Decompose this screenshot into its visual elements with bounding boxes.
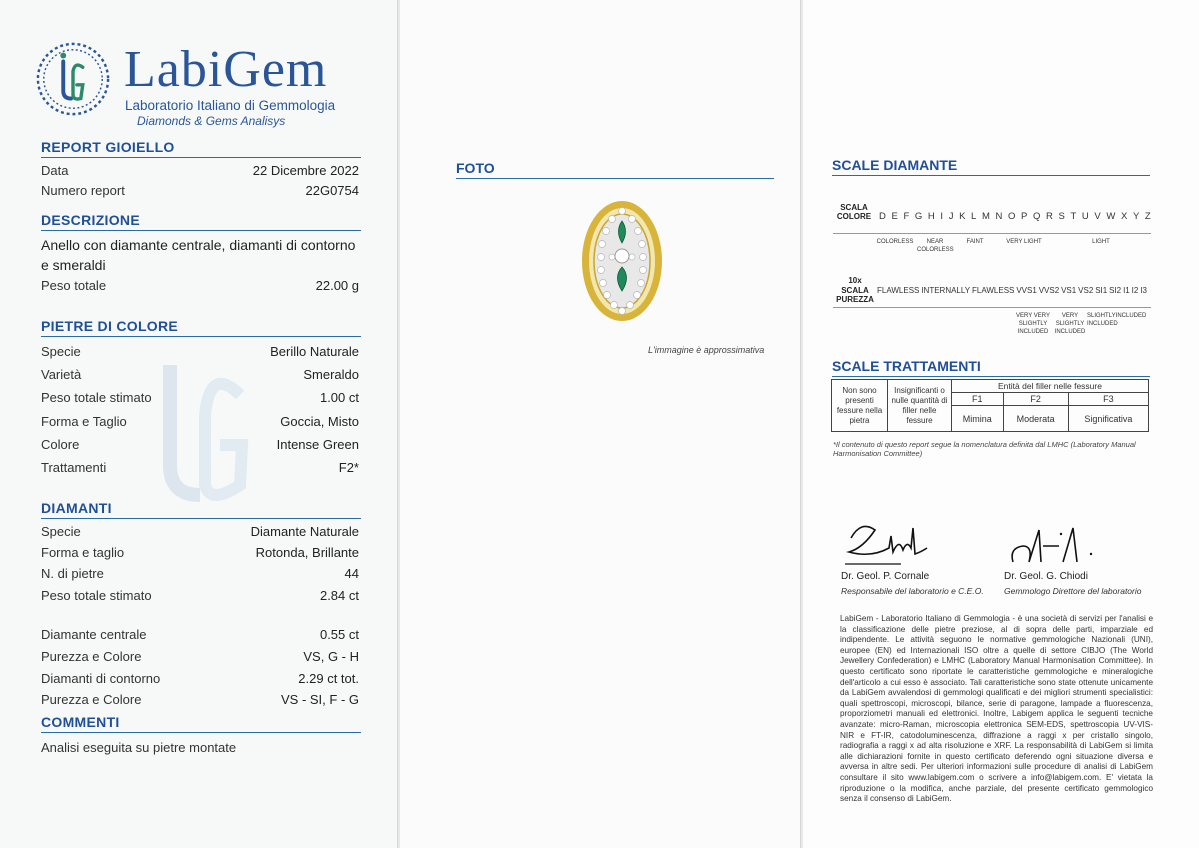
diamond-row: Purezza e Colore VS, G - H xyxy=(41,649,359,664)
diamond-row: N. di pietre 44 xyxy=(41,566,359,581)
treatment-table xyxy=(831,379,1149,432)
treatment-group-header: Entità del filler nelle fessure xyxy=(952,380,1149,393)
report-panel xyxy=(0,0,398,848)
ring-photo xyxy=(577,199,667,324)
colored-stone-row: Specie Berillo Naturale xyxy=(41,344,359,359)
legal-text: LabiGem - Laboratorio Italiano di Gemmologia - è una società di servizi per l'analisi e la classificazione delle pietre preziose, al di sopra delle parti, imparziale ed indipendente. Le attività seguono le normative gemmologiche Nazionali (UNI), europee (EN) ed Internazionali ISO oltre a quelle di settore CIBJO (The World Jewellery Confederation) e LMHC (Laboratory Manual Harmonisation Committee). In questo certificato sono riportate le caratteristiche gemmologiche e mineralogiche dell'articolo a cui esso è associato. Tali caratteristiche sono state ottenute unicamente da LabiGem avvalendosi di gemmologi qualificati e dei migliori strumenti specialistici: quali spettroscopi, microscopi, bilance, serie di paragone, lampade a fluorescenza, proporziometri manuali ed elettronici. Inoltre, Labigem applica le seguenti tecniche avanzate: micro-Raman, microscopia elettronica SEM-EDS, spettroscopia UV-VIS-NIR e FT-IR, catodoluminescenza, diffrazione a raggi x per cristallo singolo, radiografia a raggi x ad alta risoluzione e XRF. La responsabilità di LabiGem si limita alle dichiarazioni fornite in questo certificato deferendo ogni situazione diversa e avversa in altre sedi. Per ulteriori informazioni sulle procedure di analisi di LabiGem consultare il sito www.labigem.com o scrivere a info@labigem.com. E' vietata la riproduzione o la modifica, anche parziale, del presente certificato gemmologico senza il consenso di LabiGem. xyxy=(840,614,1153,804)
diamond-row: Diamanti di contorno 2.29 ct tot. xyxy=(41,671,359,686)
diamond-scales-heading: SCALE DIAMANTE xyxy=(832,157,1150,176)
comments-text: Analisi eseguita su pietre montate xyxy=(41,740,237,755)
treatment-scales-heading: SCALE TRATTAMENTI xyxy=(832,358,1150,377)
treatment-description: Mimina xyxy=(952,406,1004,432)
scales-panel xyxy=(803,0,1199,848)
photo-caption: L'immagine è approssimativa xyxy=(648,345,765,355)
colored-stone-row: Colore Intense Green xyxy=(41,437,359,452)
report-row: Data 22 Dicembre 2022 xyxy=(41,163,359,178)
color-group-label: VERY LIGHT xyxy=(1006,239,1042,245)
treatment-level: F1 xyxy=(952,393,1004,406)
color-group-label: NEAR COLORLESS xyxy=(917,239,954,253)
diamond-row: Purezza e Colore VS - SI, F - G xyxy=(41,692,359,707)
diamonds-heading: DIAMANTI xyxy=(41,500,361,519)
colored-stone-row: Trattamenti F2* xyxy=(41,460,359,475)
colored-stone-row: Forma e Taglio Goccia, Misto xyxy=(41,414,359,429)
color-scale-label: SCALA COLORE xyxy=(836,203,872,221)
signature-chiodi xyxy=(1003,522,1113,572)
treatment-col-insignificant: Insignificanti o nulle quantità di filler nelle fessure xyxy=(888,380,952,432)
clarity-group-label: VERY SLIGHTLY INCLUDED xyxy=(1054,313,1086,335)
photo-heading: FOTO xyxy=(456,160,774,179)
color-scale-divider xyxy=(833,233,1151,234)
clarity-grades-row: FLAWLESS INTERNALLY FLAWLESS VVS1 VVS2 VS1 VS2 SI1 SI2 I1 I2 I3 xyxy=(877,286,1147,295)
clarity-group-label: SLIGHTLY INCLUDED xyxy=(1087,313,1118,327)
signature-cornale xyxy=(841,518,931,570)
signer-2-role: Gemmologo Direttore del laboratorio xyxy=(1004,586,1142,596)
description-heading: DESCRIZIONE xyxy=(41,212,361,231)
colored-stones-heading: PIETRE DI COLORE xyxy=(41,318,361,337)
clarity-scale-divider xyxy=(833,307,1151,308)
treatment-level: F2 xyxy=(1003,393,1068,406)
color-grades-row: D E F G H I J K L M N O P Q R S T U V W X Y Z xyxy=(879,211,1151,222)
report-heading: REPORT GIOIELLO xyxy=(41,139,361,158)
weight-row: Peso totale 22.00 g xyxy=(41,278,359,293)
treatment-description: Moderata xyxy=(1003,406,1068,432)
color-group-label: COLORLESS xyxy=(876,239,914,245)
diamond-row: Diamante centrale 0.55 ct xyxy=(41,627,359,642)
report-row: Numero report 22G0754 xyxy=(41,183,359,198)
comments-heading: COMMENTI xyxy=(41,714,361,733)
diamond-row: Forma e taglio Rotonda, Brillante xyxy=(41,545,359,560)
clarity-group-label: INCLUDED xyxy=(1115,313,1147,319)
clarity-group-label: VERY VERY SLIGHTLY INCLUDED xyxy=(1015,313,1051,335)
diamond-row: Peso totale stimato 2.84 ct xyxy=(41,588,359,603)
photo-panel xyxy=(400,0,801,848)
lmhc-footnote: *Il contenuto di questo report segue la nomenclatura definita dal LMHC (Laboratory Manual Harmonisation Committee) xyxy=(833,440,1136,458)
color-group-label: LIGHT xyxy=(1092,239,1110,245)
color-group-label: FAINT xyxy=(966,239,984,245)
treatment-description: Significativa xyxy=(1068,406,1148,432)
description-text: Anello con diamante centrale, diamanti di contorno e smeraldi xyxy=(41,237,356,273)
signer-2-name: Dr. Geol. G. Chiodi xyxy=(1004,571,1088,582)
brand-name: LabiGem xyxy=(124,41,328,98)
diamond-row: Specie Diamante Naturale xyxy=(41,524,359,539)
colored-stone-row: Peso totale stimato 1.00 ct xyxy=(41,390,359,405)
signer-1-name: Dr. Geol. P. Cornale xyxy=(841,571,930,582)
treatment-col-none: Non sono presenti fessure nella pietra xyxy=(832,380,888,432)
treatment-level: F3 xyxy=(1068,393,1148,406)
colored-stone-row: Varietà Smeraldo xyxy=(41,367,359,382)
brand-tagline: Diamonds & Gems Analisys xyxy=(137,114,286,128)
signer-1-role: Responsabile del laboratorio e C.E.O. xyxy=(841,586,984,596)
brand-subtitle: Laboratorio Italiano di Gemmologia xyxy=(125,98,336,113)
labigem-logo-icon xyxy=(34,40,112,118)
clarity-scale-label: 10x SCALA PUREZZA xyxy=(836,276,874,304)
